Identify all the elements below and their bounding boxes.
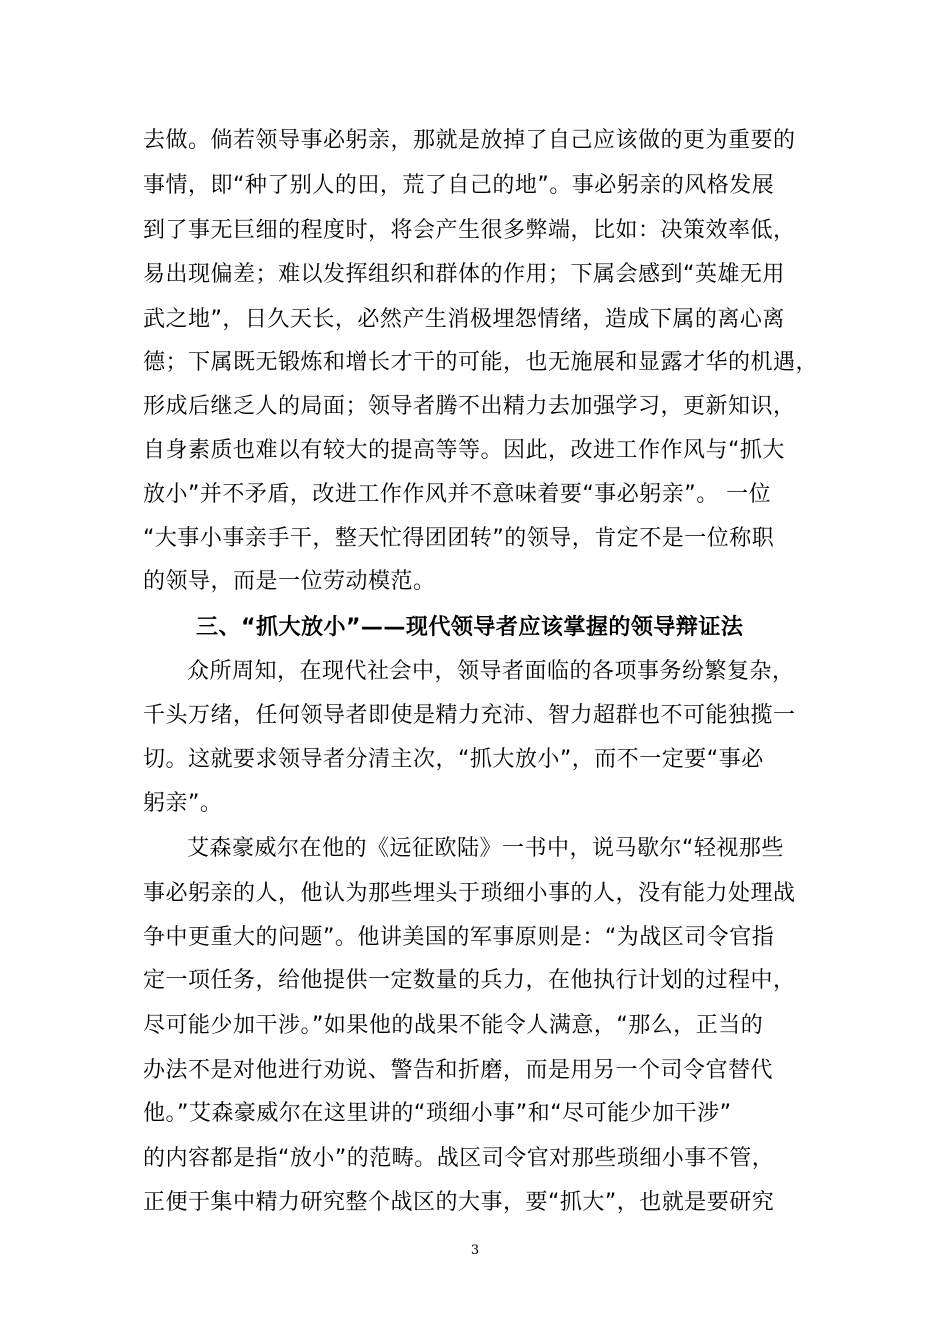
section-line: 争中更重大的问题”。他讲美国的军事原则是：“为战区司令官指: [143, 925, 775, 950]
paragraph-line: 德；下属既无锻炼和增长才干的可能，也无施展和显露才华的机遇，: [143, 350, 819, 375]
page-number: 3: [470, 1243, 480, 1258]
paragraph-line: 自身素质也难以有较大的提高等等。因此，改进工作作风与“抓大: [143, 438, 785, 463]
section-line: 办法不是对他进行劝说、警告和折磨，而是用另一个司令官替代: [143, 1058, 774, 1083]
paragraph-line: 放小”并不矛盾，改进工作作风并不意味着要“事必躬亲”。 一位: [143, 482, 772, 507]
section-heading: 三、“抓大放小”——现代领导者应该掌握的领导辩证法: [196, 615, 744, 640]
section-line: 的内容都是指“放小”的范畴。战区司令官对那些琐细小事不管，: [143, 1146, 775, 1171]
section-line: 千头万绪，任何领导者即使是精力充沛、智力超群也不可能独揽一: [143, 703, 796, 728]
paragraph-line: 武之地”，日久天长，必然产生消极埋怨情绪，造成下属的离心离: [143, 307, 785, 332]
paragraph-line: 形成后继乏人的局面；领导者腾不出精力去加强学习，更新知识，: [143, 394, 796, 419]
section-line: 躬亲”。: [143, 791, 223, 816]
paragraph-line: 去做。倘若领导事必躬亲，那就是放掉了自己应该做的更为重要的: [143, 128, 796, 153]
section-line: 众所周知，在现代社会中，领导者面临的各项事务纷繁复杂，: [187, 659, 795, 684]
section-line: 定一项任务，给他提供一定数量的兵力，在他执行计划的过程中，: [143, 968, 796, 993]
paragraph-line: “大事小事亲手干，整天忙得团团转”的领导，肯定不是一位称职: [143, 526, 775, 551]
section-line: 正便于集中精力研究整个战区的大事，要“抓大”，也就是要研究: [143, 1190, 775, 1215]
paragraph-line: 到了事无巨细的程度时，将会产生很多弊端，比如：决策效率低，: [143, 218, 796, 243]
section-line: 艾森豪威尔在他的《远征欧陆》一书中，说马歇尔“轻视那些: [187, 836, 784, 861]
section-line: 切。这就要求领导者分清主次，“抓大放小”，而不一定要“事必: [143, 747, 764, 772]
paragraph-line: 易出现偏差；难以发挥组织和群体的作用；下属会感到“英雄无用: [143, 262, 785, 287]
section-line: 他。”艾森豪威尔在这里讲的“琐细小事”和“尽可能少加干涉”: [143, 1101, 732, 1126]
section-line: 事必躬亲的人，他认为那些埋头于琐细小事的人，没有能力处理战: [143, 881, 796, 906]
paragraph-line: 的领导，而是一位劳动模范。: [143, 569, 436, 594]
paragraph-line: 事情，即“种了别人的田，荒了自己的地”。事必躬亲的风格发展: [143, 173, 775, 198]
section-line: 尽可能少加干涉。”如果他的战果不能令人满意，“那么，正当的: [143, 1013, 764, 1038]
